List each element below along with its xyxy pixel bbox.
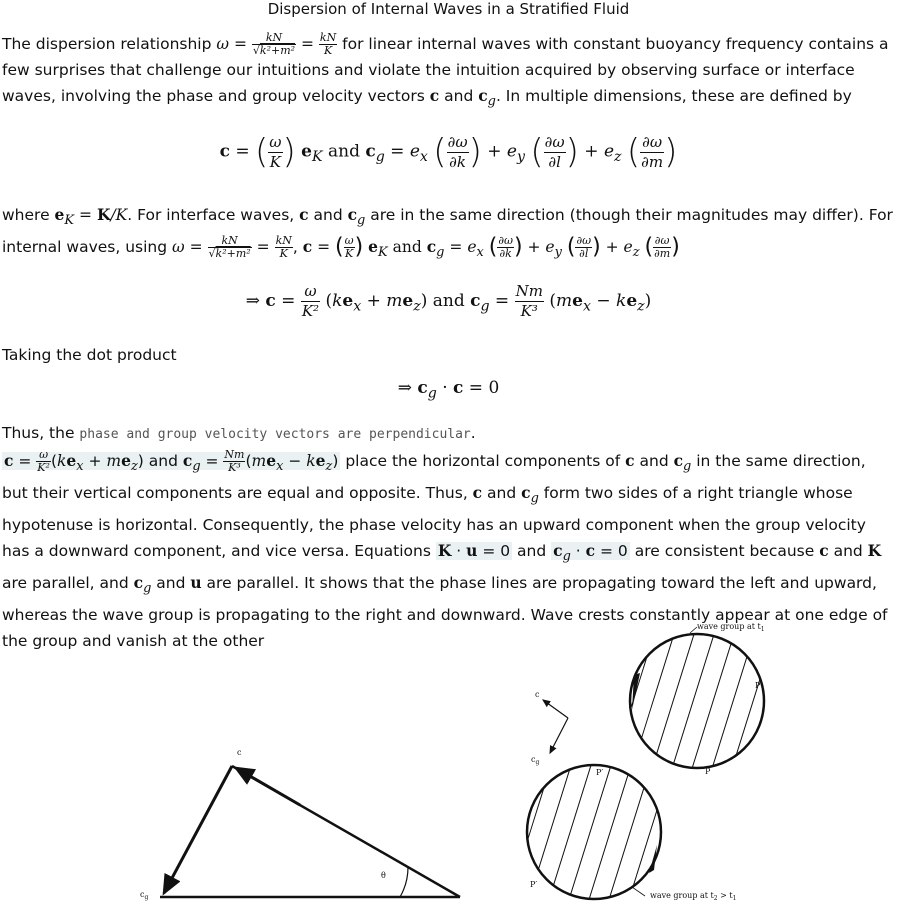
- wave-figure: [0, 615, 897, 902]
- paragraph-internal-waves: where $e_K = K/K$. For interface waves, c and $c_g$ are in the same direction (though their magnitudes may differ). For internal waves, using ω = $\frac{kN}{\text{√k²+m²}}$ = $\frac{kN}{K}$ , c = ( $\frac{\omega}{K}$ ) $e_K$ and $c_g = e_x$ ( $\frac{\partial\omega}{\partial k}$ ) + $e_y$ ( $\frac{\partial\omega}{\partial l}$ ) + $e_z$ ( $\frac{\partial\omega}{\partial m}$ ): [2, 205, 893, 261]
- equation-definition: c = ( $\frac{\omega}{K}$ ) $e_K$ and $c_g = e_x$ ( $\frac{\partial\omega}{\partial k}$ ) + $e_y$ ( $\frac{\partial\omega}{\partial l}$ ) + $e_z$ ( $\frac{\partial\omega}{\partial m}$ ): [219, 132, 678, 172]
- label-pprime-lower: P′: [530, 880, 538, 889]
- label-pprime: P′: [596, 768, 604, 777]
- label-cg: $c_g$: [140, 890, 149, 901]
- label-theta: θ: [381, 871, 386, 880]
- c-arrow: [236, 768, 300, 805]
- equation-velocities: ⇒ c = $\frac{\omega}{\text{K²}}$ $(ke_x + me_z)$ and $c_g$ = $\frac{Nm}{\text{K³}}$ $(me_x - ke_z)$: [245, 282, 652, 320]
- highlighted-equation: c = $\frac{\omega}{\text{K²}}$ $(ke_x + me_z)$ and $c_g$ = $\frac{Nm}{\text{K³}}$ $(me_x - ke_z)$: [4, 448, 339, 475]
- velocity-triangle: [140, 748, 460, 901]
- page-title: Dispersion of Internal Waves in a Stratified Fluid: [267, 0, 630, 18]
- paragraph-dot-product: Taking the dot product: [2, 346, 177, 364]
- paragraph-conclusion: Thus, the phase and group velocity vectors are perpendicular. c = $\frac{\omega}{\text{K²}}$ $(ke_x + me_z)$ and $c_g$ = $\frac{Nm}{\text{K³}}$ $(me_x - ke_z)$ place the horizontal components of c and $c_g$ in the same direction, but their vertical components are equal and opposite. Thus, c and $c_g$ form two sides of a right triangle whose hypotenuse is horizontal. Consequently, the phase velocity has an upward component when the group velocity has a downward component, and vice versa. Equations K · u = 0 and $c_g \cdot c = 0$ are consistent because c and K are parallel, and $c_g$ and u are parallel. It shows that the phase lines are propagating toward the left and upward, whereas the wave group is propagating to the right and downward. Wave crests constantly appear at one edge of the group and vanish at the other: [2, 424, 888, 651]
- wave-group-circle: [630, 634, 764, 768]
- small-c-arrow: [543, 700, 568, 718]
- paragraph-intro: The dispersion relationship ω = $\frac{kN}{\text{√k²+m²}}$ = $\frac{kN}{K}$ for linear internal waves with constant buoyancy frequency contains a few surprises that challenge our intuitions and violate the intuition acquired by observing surface or interface waves, involving the phase and group velocity vectors c and $c_g$. In multiple dimensions, these are defined by: [2, 31, 889, 110]
- label-p-lower: P: [705, 767, 711, 776]
- equation-dot-product: ⇒ $c_g \cdot c = 0$: [397, 378, 500, 402]
- small-cg-arrow: [550, 718, 568, 753]
- wave-group-t1: [610, 615, 800, 776]
- label-p: P: [755, 681, 761, 690]
- cg-arrow: [164, 766, 232, 893]
- math-fraction: $\frac{kN}{\text{√k²+m²}}$: [252, 31, 296, 57]
- label-c: c: [237, 748, 242, 757]
- small-label-cg: $c_g$: [531, 755, 540, 766]
- highlighted-equation: K · u = 0: [437, 541, 511, 561]
- theta-arc: [400, 867, 408, 897]
- label-wave-group-t2: wave group at $t_2 > t_1$: [650, 891, 737, 902]
- small-label-c: c: [535, 690, 540, 699]
- inline-code: phase and group velocity vectors are perpendicular: [79, 427, 471, 442]
- label-wave-group-t1: wave group at $t_1$: [697, 622, 765, 633]
- wave-group-circle: [527, 765, 661, 899]
- highlighted-equation: $c_g \cdot c = 0$: [553, 541, 628, 565]
- small-vector-diagram: [531, 690, 568, 766]
- wave-group-t2: [507, 746, 736, 902]
